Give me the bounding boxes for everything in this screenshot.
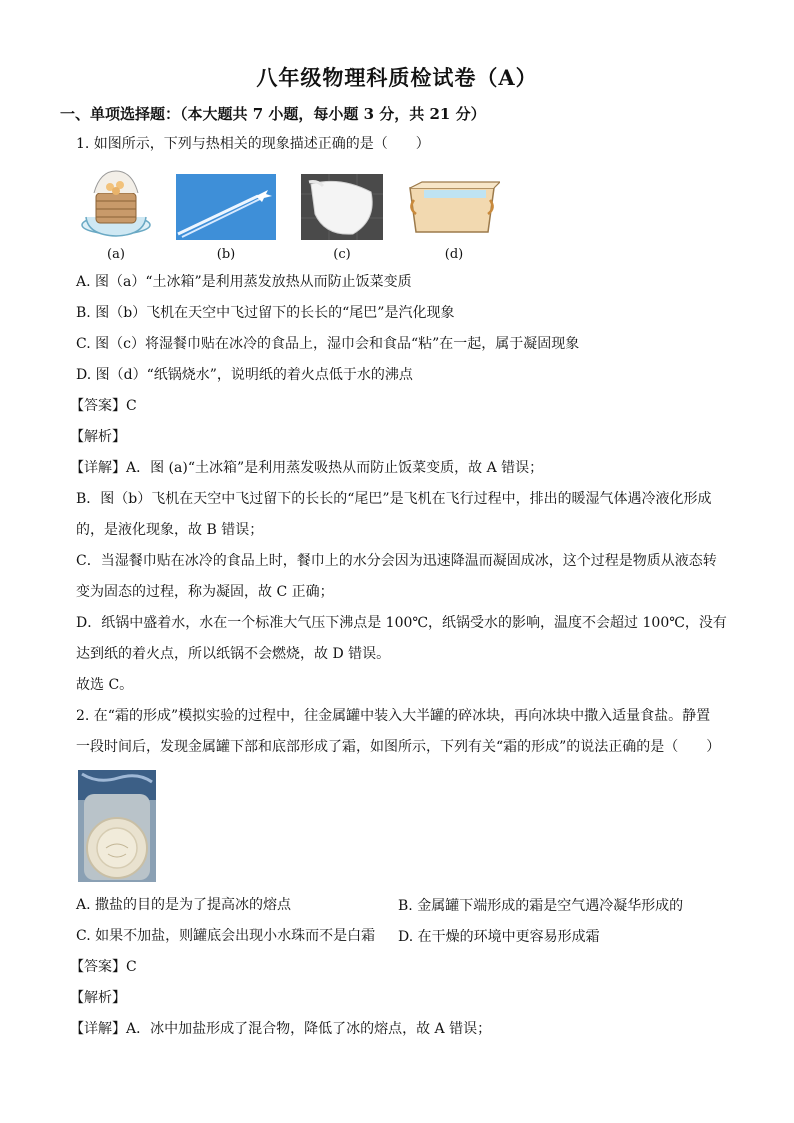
q2-option-a: A. 撒盐的目的是为了提高冰的熔点 [76, 897, 292, 913]
q1-detail-line: 达到纸的着火点，所以纸锅不会燃烧，故 D 错误。 [76, 646, 391, 662]
q1-detail-line: 变为固态的过程，称为凝固，故 C 正确； [76, 584, 334, 600]
q2-stem-line2: 一段时间后，发现金属罐下部和底部形成了霜，如图所示，下列有关“霜的形成”的说法正确的是（ ） [76, 739, 721, 755]
q1-conclusion: 故选 C。 [76, 677, 134, 693]
q1-option-d: D. 图（d）“纸锅烧水”，说明纸的着火点低于水的沸点 [76, 367, 413, 383]
q2-detail-line: 【详解】A．冰中加盐形成了混合物，降低了冰的熔点，故 A 错误； [70, 1021, 492, 1037]
q1-detail-line: D．纸锅中盛着水，水在一个标准大气压下沸点是 100℃，纸锅受水的影响，温度不会超过 100℃，没有 [76, 615, 727, 631]
q2-stem-line1: 2. 在“霜的形成”模拟实验的过程中，往金属罐中装入大半罐的碎冰块，再向冰块中撒入适量食盐。静置 [76, 708, 711, 724]
q2-answer: 【答案】C [70, 959, 137, 975]
q1-detail-line: 的，是液化现象，故 B 错误； [76, 522, 264, 538]
caption-b: (b) [216, 247, 236, 262]
figure-d-paper-pot [404, 178, 500, 238]
q1-analysis-label: 【解析】 [70, 429, 126, 445]
figure-b-airplane-contrail [176, 174, 276, 240]
q1-answer: 【答案】C [70, 398, 137, 414]
caption-d: (d) [444, 247, 464, 262]
q1-option-c: C. 图（c）将湿餐巾贴在冰冷的食品上，湿巾会和食品“粘”在一起，属于凝固现象 [76, 336, 580, 352]
caption-a: (a) [107, 247, 125, 262]
q1-stem: 1. 如图所示，下列与热相关的现象描述正确的是（ ） [76, 136, 430, 152]
figure-a-earth-fridge [76, 165, 156, 245]
q1-option-a: A. 图（a）“土冰箱”是利用蒸发放热从而防止饭菜变质 [76, 274, 412, 290]
page-title: 八年级物理科质检试卷（A） [256, 65, 538, 90]
caption-c: (c) [333, 247, 351, 262]
q1-detail-line: B．图（b）飞机在天空中飞过留下的长长的“尾巴”是飞机在飞行过程中，排出的暖湿气体遇冷液化形成 [76, 491, 712, 507]
figure-c-wet-napkin [301, 174, 383, 240]
figure-frosted-can [78, 770, 156, 882]
q2-analysis-label: 【解析】 [70, 990, 126, 1006]
q1-detail-line: 【详解】A．图 (a)“土冰箱”是利用蒸发吸热从而防止饭菜变质，故 A 错误； [70, 460, 544, 476]
q2-option-d: D. 在干燥的环境中更容易形成霜 [398, 929, 600, 945]
q2-option-b: B. 金属罐下端形成的霜是空气遇冷凝华形成的 [398, 898, 684, 914]
q1-detail-line: C．当湿餐巾贴在冰冷的食品上时，餐巾上的水分会因为迅速降温而凝固成冰，这个过程是物质从液态转 [76, 553, 717, 569]
q1-option-b: B. 图（b）飞机在天空中飞过留下的长长的“尾巴”是汽化现象 [76, 305, 455, 321]
section-heading: 一、单项选择题：（本大题共 7 小题，每小题 3 分，共 21 分） [60, 105, 486, 123]
q2-option-c: C. 如果不加盐，则罐底会出现小水珠而不是白霜 [76, 928, 376, 944]
